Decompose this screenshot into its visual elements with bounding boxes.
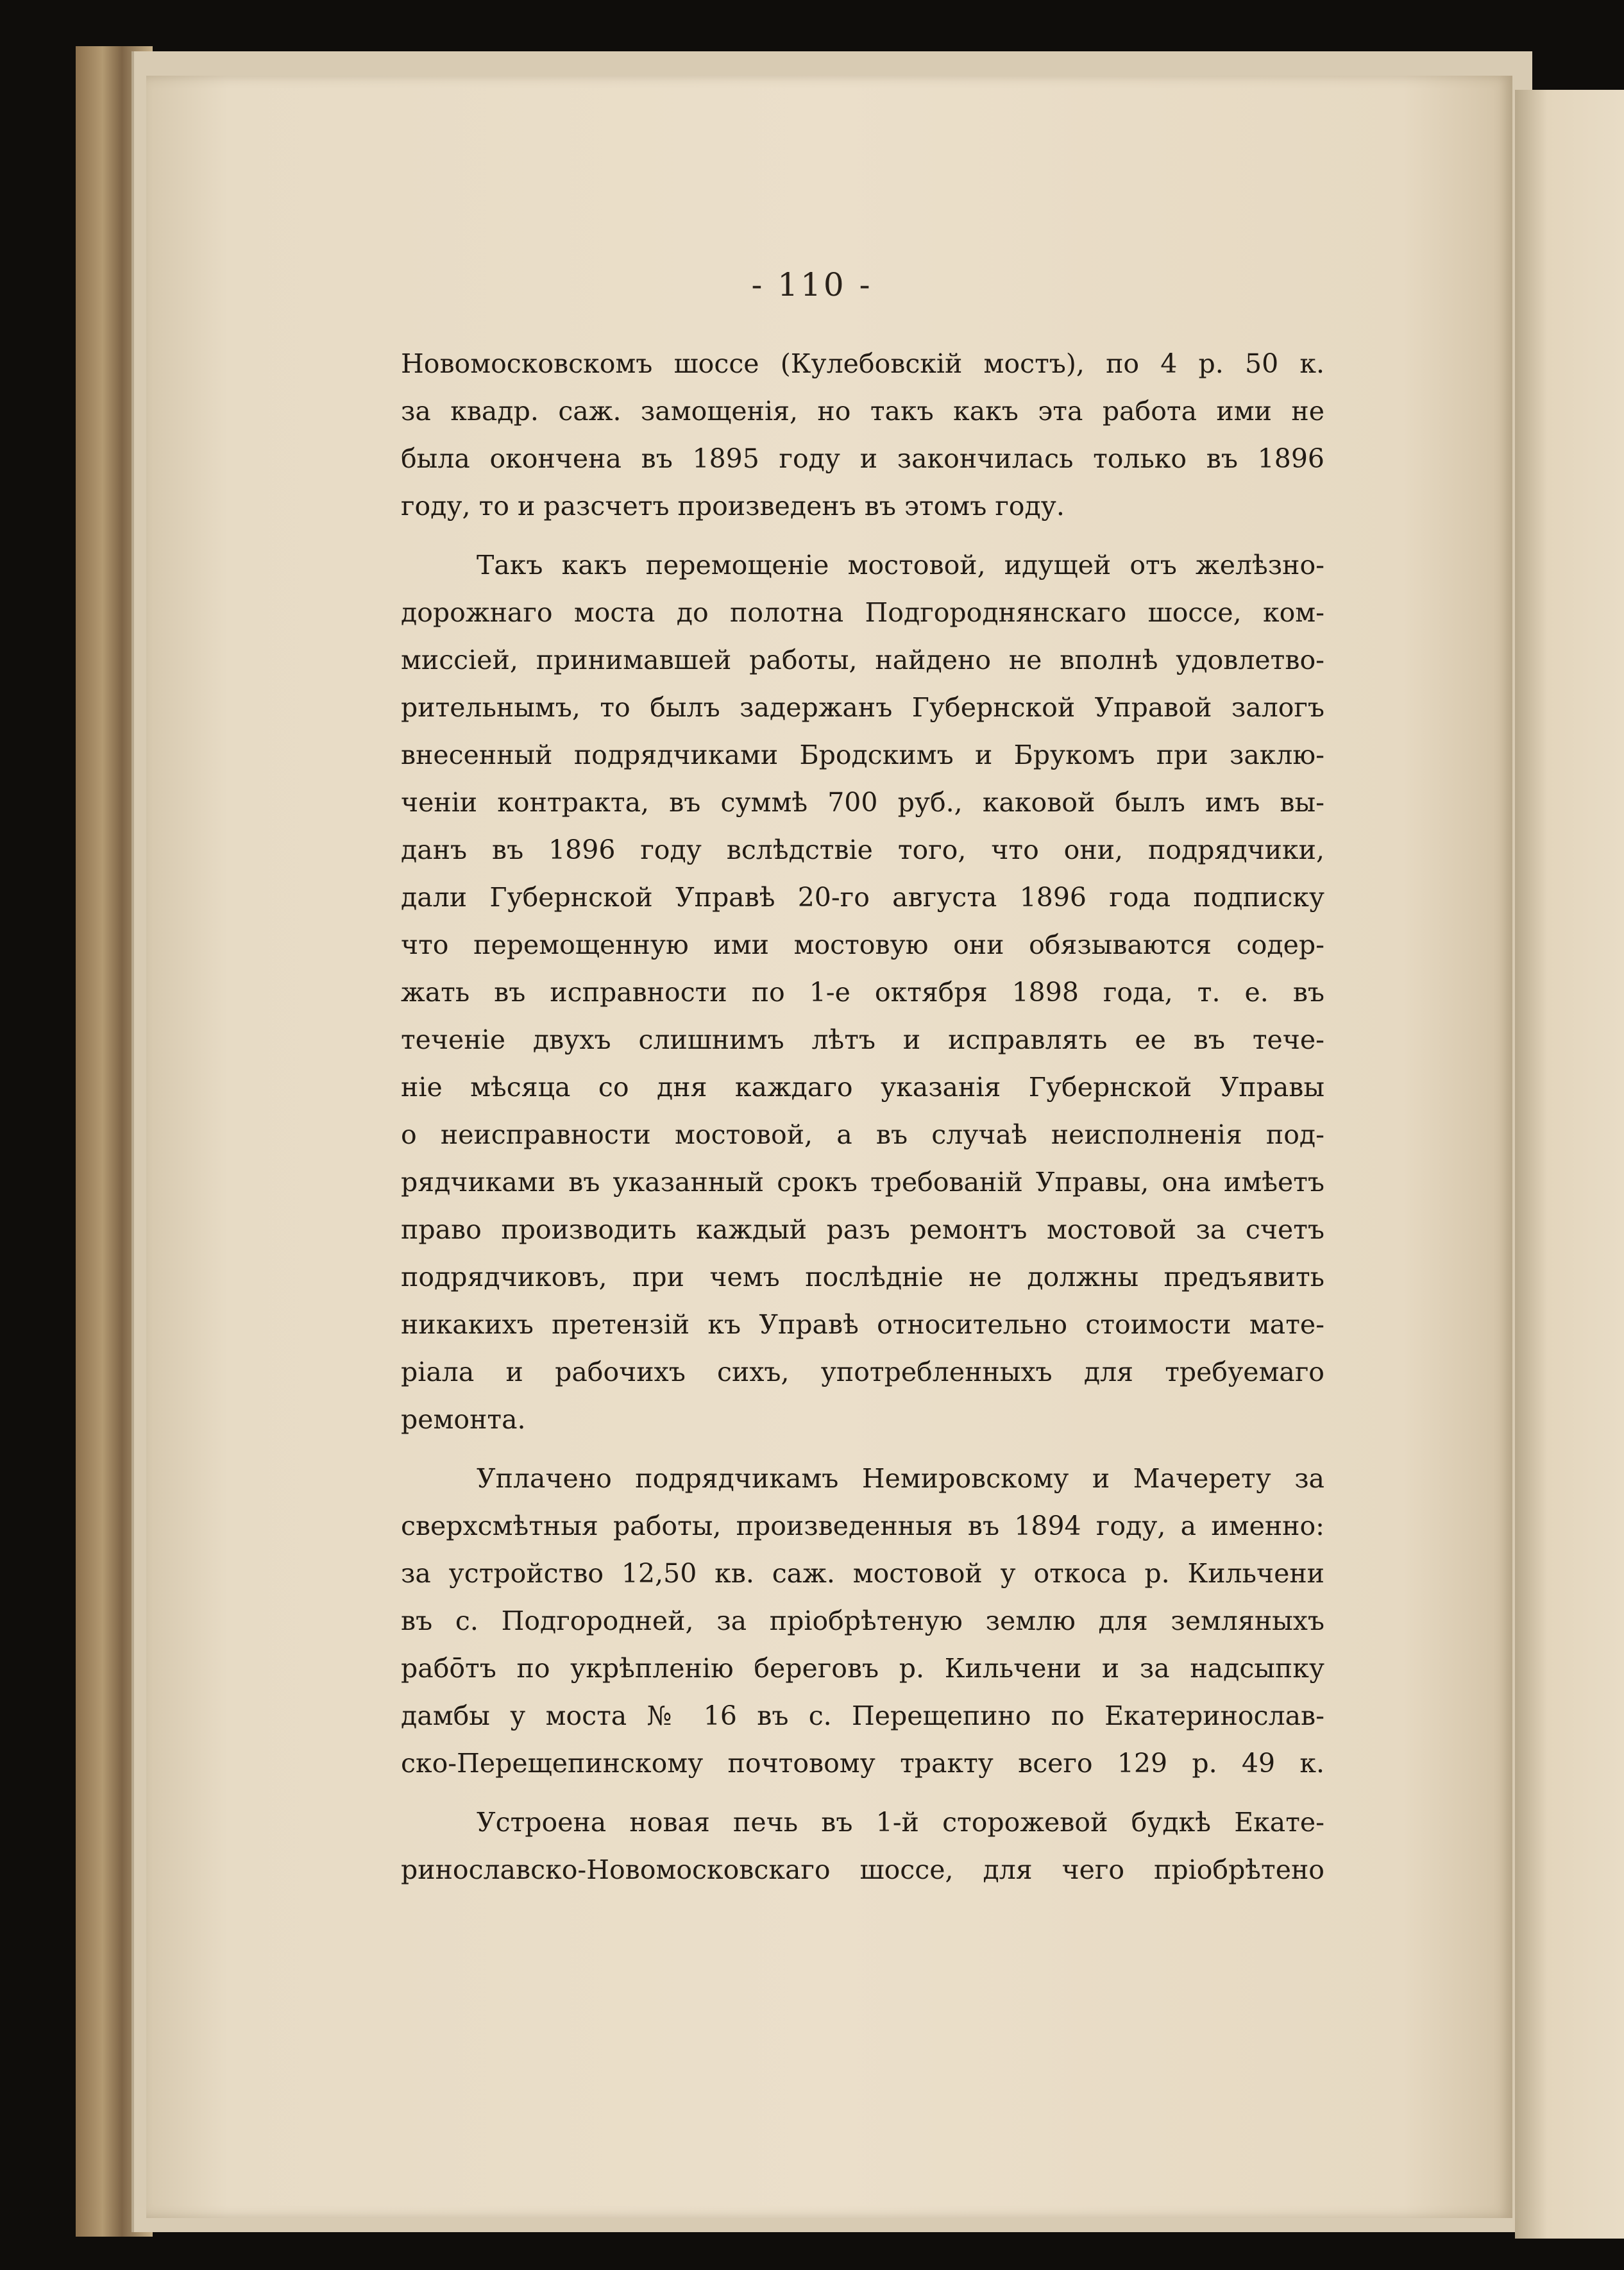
text-line: рабōтъ по укрѣпленію береговъ р. Кильчени и за надсыпку <box>401 1653 1324 1684</box>
paragraph-4 <box>401 1799 1324 1893</box>
text-line: рядчиками въ указанный срокъ требованій Управы, она имѣетъ <box>401 1167 1324 1198</box>
text-line: о неисправности мостовой, а въ случаѣ неисполненія под- <box>401 1119 1324 1150</box>
text-line: данъ въ 1896 году вслѣдствіе того, что они, подрядчики, <box>401 834 1324 865</box>
text-line: сверхсмѣтныя работы, произведенныя въ 1894 году, а именно: <box>401 1511 1324 1541</box>
page-number: - 110 - <box>751 266 873 303</box>
text-line: въ с. Подгородней, за пріобрѣтеную землю для земляныхъ <box>401 1605 1324 1636</box>
text-line: ченіи контракта, въ суммѣ 700 руб., каковой былъ имъ вы- <box>401 787 1324 818</box>
text-line: ніе мѣсяца со дня каждаго указанія Губернской Управы <box>401 1072 1324 1103</box>
text-line: ріала и рабочихъ сихъ, употребленныхъ для требуемаго <box>401 1357 1324 1387</box>
text-line: теченіе двухъ слишнимъ лѣтъ и исправлять ее въ тече- <box>401 1024 1324 1055</box>
text-line: ремонта. <box>401 1404 526 1435</box>
text-line: жать въ исправности по 1-е октября 1898 года, т. е. въ <box>401 977 1324 1008</box>
text-line: право производить каждый разъ ремонтъ мостовой за счетъ <box>401 1214 1324 1245</box>
paragraph-3 <box>401 1455 1324 1787</box>
text-line: что перемощенную ими мостовую они обязываются содер- <box>401 929 1324 960</box>
text-line: ско-Перещепинскому почтовому тракту всего 129 р. 49 к. <box>401 1748 1324 1779</box>
text-line: рительнымъ, то былъ задержанъ Губернской Управой залогъ <box>401 692 1324 723</box>
text-line: подрядчиковъ, при чемъ послѣдніе не должны предъявить <box>401 1262 1324 1292</box>
text-line: Новомосковскомъ шоссе (Кулебовскій мостъ), по 4 р. 50 к. <box>401 348 1324 379</box>
text-line: никакихъ претензій къ Управѣ относительно стоимости мате- <box>401 1309 1324 1340</box>
text-line: за устройство 12,50 кв. саж. мостовой у откоса р. Кильчени <box>401 1558 1324 1589</box>
text-line: миссіей, принимавшей работы, найдено не вполнѣ удовлетво- <box>401 645 1324 675</box>
paragraph-2 <box>401 541 1324 1443</box>
text-line: Устроена новая печь въ 1-й сторожевой будкѣ Екате- <box>477 1807 1324 1838</box>
text-line: дамбы у моста № 16 въ с. Перещепино по Екатеринослав- <box>401 1700 1324 1731</box>
text-line: за квадр. саж. замощенія, но такъ какъ эта работа ими не <box>401 396 1324 427</box>
body-text <box>401 340 1324 1893</box>
text-line: Такъ какъ перемощеніе мостовой, идущей отъ желѣзно- <box>477 550 1324 580</box>
text-line: была окончена въ 1895 году и закончилась только въ 1896 <box>401 443 1324 474</box>
text-line: ринославско-Новомосковскаго шоссе, для чего пріобрѣтено <box>401 1854 1324 1885</box>
facing-page-edge <box>1515 90 1624 2239</box>
paragraph-1 <box>401 340 1324 530</box>
text-line: внесенный подрядчиками Бродскимъ и Брукомъ при заклю- <box>401 740 1324 770</box>
text-line: Уплачено подрядчикамъ Немировскому и Мачерету за <box>477 1463 1324 1494</box>
text-line: дорожнаго моста до полотна Подгороднянскаго шоссе, ком- <box>401 597 1324 628</box>
text-line: году, то и разсчетъ произведенъ въ этомъ году. <box>401 491 1065 521</box>
text-line: дали Губернской Управѣ 20-го августа 1896 года подписку <box>401 882 1324 913</box>
